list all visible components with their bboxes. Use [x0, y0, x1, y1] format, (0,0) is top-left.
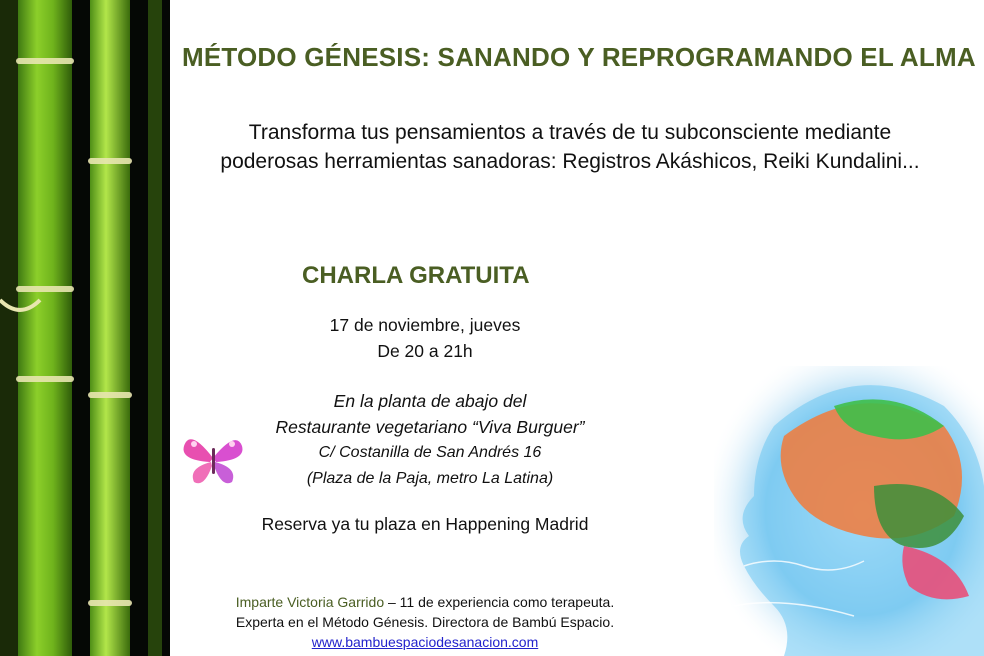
brain-illustration [714, 366, 984, 656]
intro-text [190, 118, 950, 176]
location-line-1: En la planta de abajo del [333, 391, 527, 411]
footer [200, 592, 650, 652]
event-time: De 20 a 21h [377, 341, 473, 361]
location-area: (Plaza de la Paja, metro La Latina) [306, 470, 554, 487]
footer-line-2: Experta en el Método Génesis. Directora de Bambú Espacio. [235, 614, 615, 630]
event-date: 17 de noviembre, jueves [329, 315, 521, 335]
footer-experience: – 11 de experiencia como terapeuta. [384, 594, 615, 610]
reservation-text: Reserva ya tu plaza en Happening Madrid [261, 514, 589, 534]
footer-line-1 [200, 592, 650, 612]
website-link[interactable]: www.bambuespaciodesanacion.com [311, 634, 539, 650]
event-heading: CHARLA GRATUITA [302, 262, 530, 289]
intro-line-1: Transforma tus pensamientos a través de tu subconsciente mediante [248, 121, 892, 144]
page-title: MÉTODO GÉNESIS: SANANDO Y REPROGRAMANDO EL ALMA [182, 42, 976, 72]
location-line-2: Restaurante vegetariano “Viva Burguer” [275, 417, 585, 437]
location-address: C/ Costanilla de San Andrés 16 [318, 444, 542, 461]
footer-imparte: Imparte Victoria Garrido [235, 594, 385, 610]
bamboo-decoration [0, 0, 170, 656]
event-schedule [250, 312, 600, 364]
event-location [230, 388, 630, 492]
intro-line-2: poderosas herramientas sanadoras: Registros Akáshicos, Reiki Kundalini... [220, 150, 920, 173]
